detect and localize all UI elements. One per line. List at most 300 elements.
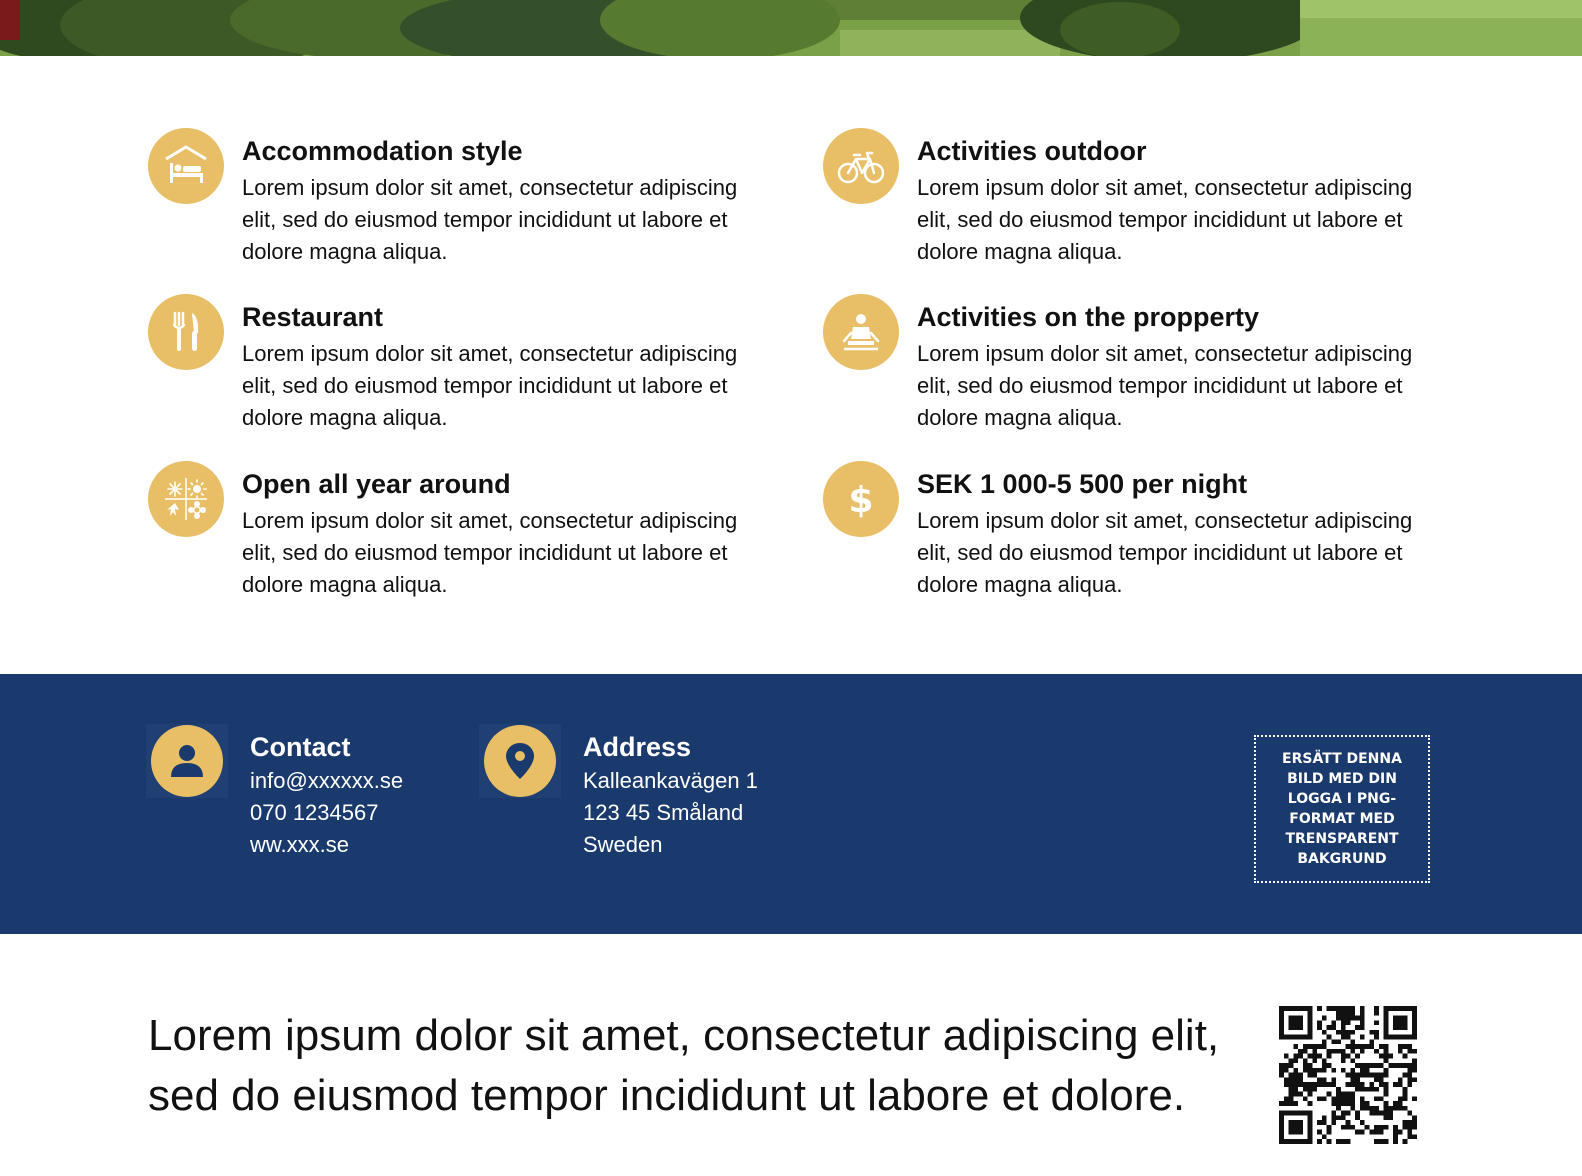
qr-module — [1289, 1058, 1294, 1063]
qr-module — [1293, 1101, 1298, 1106]
feature-title: Restaurant — [242, 302, 384, 332]
qr-module — [1308, 1092, 1313, 1097]
qr-module — [1293, 1073, 1298, 1078]
qr-module — [1350, 1039, 1355, 1044]
qr-module — [1327, 1125, 1332, 1130]
qr-module — [1407, 1077, 1412, 1082]
qr-module — [1293, 1120, 1298, 1125]
seasons-icon — [148, 461, 224, 537]
qr-module — [1374, 1077, 1379, 1082]
qr-module — [1298, 1025, 1303, 1030]
contact-web[interactable]: ww.xxx.se — [250, 832, 350, 857]
qr-module — [1384, 1101, 1389, 1106]
qr-module — [1369, 1063, 1374, 1068]
qr-module — [1327, 1035, 1332, 1040]
qr-module — [1360, 1096, 1365, 1101]
qr-module — [1312, 1068, 1317, 1073]
feature-body: Lorem ipsum dolor sit amet, consectetur adipiscing elit, sed do eiusmod tempor incididunt ut labore et dolore magna aliqua. — [242, 341, 738, 430]
qr-module — [1303, 1006, 1308, 1011]
qr-module — [1312, 1049, 1317, 1054]
qr-module — [1369, 1082, 1374, 1087]
qr-module — [1308, 1011, 1313, 1016]
feature-title: Activities outdoor — [917, 136, 1147, 166]
qr-module — [1293, 1016, 1298, 1021]
qr-module — [1365, 1101, 1370, 1106]
qr-module — [1346, 1054, 1351, 1059]
qr-module — [1346, 1030, 1351, 1035]
qr-module — [1379, 1130, 1384, 1135]
qr-module — [1384, 1125, 1389, 1130]
qr-module — [1346, 1016, 1351, 1021]
qr-module — [1384, 1073, 1389, 1078]
qr-module — [1412, 1115, 1417, 1120]
qr-module — [1317, 1068, 1322, 1073]
qr-module — [1336, 1115, 1341, 1120]
qr-module — [1346, 1006, 1351, 1011]
qr-module — [1355, 1063, 1360, 1068]
qr-module — [1322, 1068, 1327, 1073]
qr-module — [1298, 1077, 1303, 1082]
qr-module — [1398, 1077, 1403, 1082]
qr-module — [1393, 1082, 1398, 1087]
bicycle-icon — [823, 128, 899, 204]
contact-title: Contact — [250, 732, 351, 762]
qr-module — [1360, 1087, 1365, 1092]
qr-module — [1355, 1111, 1360, 1116]
qr-module — [1322, 1030, 1327, 1035]
qr-module — [1369, 1030, 1374, 1035]
qr-module — [1393, 1130, 1398, 1135]
qr-module — [1403, 1054, 1408, 1059]
logo-placeholder — [1254, 735, 1430, 883]
qr-module — [1388, 1063, 1393, 1068]
qr-module — [1317, 1077, 1322, 1082]
qr-module — [1308, 1035, 1313, 1040]
qr-module — [1403, 1096, 1408, 1101]
qr-module — [1398, 1130, 1403, 1135]
qr-module — [1289, 1025, 1294, 1030]
qr-module — [1355, 1130, 1360, 1135]
address-icon-box — [479, 724, 561, 798]
qr-module — [1279, 1020, 1284, 1025]
qr-module — [1308, 1016, 1313, 1021]
qr-module — [1384, 1058, 1389, 1063]
qr-module — [1403, 1073, 1408, 1078]
qr-module — [1298, 1073, 1303, 1078]
qr-module — [1341, 1111, 1346, 1116]
qr-module — [1331, 1096, 1336, 1101]
qr-module — [1393, 1035, 1398, 1040]
qr-module — [1279, 1068, 1284, 1073]
qr-module — [1293, 1082, 1298, 1087]
qr-module — [1360, 1016, 1365, 1021]
qr-module — [1279, 1011, 1284, 1016]
qr-module — [1365, 1063, 1370, 1068]
qr-module — [1303, 1058, 1308, 1063]
qr-module — [1346, 1082, 1351, 1087]
qr-module — [1393, 1101, 1398, 1106]
feature-body: Lorem ipsum dolor sit amet, consectetur adipiscing elit, sed do eiusmod tempor incididunt ut labore et dolore magna aliqua. — [242, 175, 738, 264]
qr-module — [1350, 1068, 1355, 1073]
qr-module — [1308, 1130, 1313, 1135]
qr-module — [1407, 1111, 1412, 1116]
qr-module — [1369, 1106, 1374, 1111]
qr-module — [1308, 1020, 1313, 1025]
qr-module — [1284, 1082, 1289, 1087]
qr-module — [1369, 1087, 1374, 1092]
qr-module — [1317, 1020, 1322, 1025]
feature-title: Accommodation style — [242, 136, 523, 166]
qr-module — [1341, 1016, 1346, 1021]
qr-module — [1293, 1020, 1298, 1025]
qr-module — [1279, 1115, 1284, 1120]
qr-module — [1384, 1139, 1389, 1144]
qr-module — [1341, 1101, 1346, 1106]
logo-placeholder-text: ERSÄTT DENNA BILD MED DIN LOGGA I PNG-FORMAT MED TRENSPARENT BAKGRUND — [1282, 751, 1402, 867]
dollar-icon — [823, 461, 899, 537]
qr-module — [1312, 1073, 1317, 1078]
qr-module — [1384, 1111, 1389, 1116]
qr-module — [1284, 1077, 1289, 1082]
qr-module — [1308, 1044, 1313, 1049]
qr-module — [1293, 1139, 1298, 1144]
qr-module — [1312, 1082, 1317, 1087]
qr-module — [1407, 1049, 1412, 1054]
qr-module — [1398, 1106, 1403, 1111]
qr-module — [1293, 1044, 1298, 1049]
qr-module — [1384, 1115, 1389, 1120]
qr-module — [1341, 1058, 1346, 1063]
qr-module — [1384, 1006, 1389, 1011]
qr-module — [1341, 1125, 1346, 1130]
qr-module — [1412, 1125, 1417, 1130]
qr-module — [1303, 1082, 1308, 1087]
qr-module — [1312, 1044, 1317, 1049]
qr-module — [1407, 1063, 1412, 1068]
qr-module — [1346, 1011, 1351, 1016]
qr-module — [1279, 1025, 1284, 1030]
qr-module — [1365, 1125, 1370, 1130]
qr-module — [1379, 1044, 1384, 1049]
hero-garden-photo — [0, 0, 1582, 56]
qr-module — [1331, 1025, 1336, 1030]
qr-module — [1369, 1044, 1374, 1049]
qr-module — [1379, 1111, 1384, 1116]
qr-module — [1398, 1006, 1403, 1011]
qr-module — [1374, 1063, 1379, 1068]
qr-module — [1322, 1096, 1327, 1101]
qr-module — [1350, 1011, 1355, 1016]
qr-module — [1403, 1106, 1408, 1111]
qr-module — [1374, 1011, 1379, 1016]
qr-module — [1322, 1120, 1327, 1125]
qr-module — [1412, 1030, 1417, 1035]
qr-module — [1407, 1125, 1412, 1130]
qr-module — [1379, 1054, 1384, 1059]
qr-module — [1303, 1035, 1308, 1040]
qr-module — [1384, 1054, 1389, 1059]
qr-module — [1331, 1101, 1336, 1106]
feature-body: Lorem ipsum dolor sit amet, consectetur adipiscing elit, sed do eiusmod tempor incididunt ut labore et dolore magna aliqua. — [242, 508, 738, 597]
qr-module — [1341, 1011, 1346, 1016]
qr-module — [1407, 1120, 1412, 1125]
qr-module — [1407, 1006, 1412, 1011]
qr-module — [1331, 1082, 1336, 1087]
bed-house-icon — [148, 128, 224, 204]
qr-module — [1365, 1068, 1370, 1073]
qr-module — [1393, 1125, 1398, 1130]
qr-module — [1308, 1025, 1313, 1030]
qr-module — [1317, 1096, 1322, 1101]
qr-module — [1403, 1016, 1408, 1021]
qr-module — [1327, 1063, 1332, 1068]
qr-module — [1289, 1125, 1294, 1130]
qr-module — [1412, 1063, 1417, 1068]
qr-module — [1384, 1035, 1389, 1040]
qr-module — [1355, 1082, 1360, 1087]
qr-module — [1303, 1087, 1308, 1092]
qr-module — [1388, 1035, 1393, 1040]
feature-title: Activities on the propperty — [917, 302, 1260, 332]
qr-module — [1369, 1111, 1374, 1116]
qr-module — [1279, 1030, 1284, 1035]
feature-activities-property — [823, 294, 1443, 444]
qr-module — [1279, 1073, 1284, 1078]
feature-open-all-year — [148, 461, 768, 611]
meditation-icon — [823, 294, 899, 370]
qr-module — [1279, 1139, 1284, 1144]
qr-module — [1341, 1020, 1346, 1025]
qr-module — [1293, 1058, 1298, 1063]
qr-module — [1289, 1016, 1294, 1021]
qr-module — [1350, 1044, 1355, 1049]
qr-module — [1346, 1120, 1351, 1125]
qr-module — [1317, 1044, 1322, 1049]
qr-module — [1384, 1049, 1389, 1054]
qr-module — [1341, 1054, 1346, 1059]
qr-module — [1303, 1139, 1308, 1144]
qr-module — [1407, 1134, 1412, 1139]
qr-module — [1331, 1115, 1336, 1120]
qr-module — [1369, 1039, 1374, 1044]
qr-module — [1336, 1139, 1341, 1144]
qr-module — [1360, 1101, 1365, 1106]
qr-module — [1388, 1006, 1393, 1011]
qr-module — [1360, 1130, 1365, 1135]
qr-module — [1308, 1111, 1313, 1116]
qr-module — [1379, 1063, 1384, 1068]
qr-module — [1374, 1106, 1379, 1111]
qr-module — [1346, 1139, 1351, 1144]
qr-module — [1341, 1035, 1346, 1040]
qr-module — [1298, 1054, 1303, 1059]
qr-module — [1350, 1073, 1355, 1078]
qr-module — [1384, 1011, 1389, 1016]
qr-module — [1403, 1006, 1408, 1011]
qr-module — [1412, 1016, 1417, 1021]
qr-module — [1308, 1006, 1313, 1011]
qr-module — [1379, 1125, 1384, 1130]
qr-module — [1289, 1130, 1294, 1135]
qr-module — [1412, 1011, 1417, 1016]
contact-email[interactable]: info@xxxxxx.se — [250, 768, 404, 793]
qr-module — [1293, 1125, 1298, 1130]
qr-module — [1393, 1139, 1398, 1144]
qr-module — [1284, 1035, 1289, 1040]
qr-module — [1293, 1092, 1298, 1097]
qr-module — [1303, 1111, 1308, 1116]
qr-module — [1398, 1096, 1403, 1101]
qr-module — [1293, 1087, 1298, 1092]
qr-module — [1336, 1011, 1341, 1016]
address-country: Sweden — [583, 832, 663, 857]
map-pin-icon — [484, 725, 556, 797]
feature-activities-outdoor — [823, 128, 1443, 278]
qr-module — [1407, 1130, 1412, 1135]
qr-module — [1365, 1087, 1370, 1092]
qr-module — [1289, 1120, 1294, 1125]
address-street: Kalleankavägen 1 — [583, 768, 758, 793]
qr-module — [1341, 1006, 1346, 1011]
qr-module — [1360, 1035, 1365, 1040]
qr-module — [1398, 1082, 1403, 1087]
qr-module — [1289, 1139, 1294, 1144]
qr-module — [1293, 1077, 1298, 1082]
qr-module — [1384, 1068, 1389, 1073]
qr-module — [1350, 1016, 1355, 1021]
qr-module — [1322, 1077, 1327, 1082]
qr-module — [1322, 1115, 1327, 1120]
features-grid — [148, 128, 1438, 608]
qr-module — [1412, 1077, 1417, 1082]
qr-module — [1407, 1035, 1412, 1040]
qr-module — [1308, 1073, 1313, 1078]
qr-module — [1341, 1139, 1346, 1144]
qr-module — [1403, 1063, 1408, 1068]
qr-module — [1293, 1006, 1298, 1011]
qr-module — [1360, 1120, 1365, 1125]
qr-module — [1327, 1092, 1332, 1097]
qr-module — [1289, 1020, 1294, 1025]
qr-module — [1355, 1115, 1360, 1120]
qr-module — [1374, 1049, 1379, 1054]
qr-module — [1327, 1130, 1332, 1135]
qr-module — [1369, 1073, 1374, 1078]
qr-module — [1360, 1020, 1365, 1025]
contact-phone[interactable]: 070 1234567 — [250, 800, 379, 825]
qr-module — [1327, 1139, 1332, 1144]
qr-module — [1289, 1092, 1294, 1097]
qr-module — [1360, 1049, 1365, 1054]
qr-module — [1279, 1125, 1284, 1130]
qr-module — [1346, 1020, 1351, 1025]
qr-module — [1393, 1106, 1398, 1111]
qr-module — [1374, 1139, 1379, 1144]
qr-module — [1350, 1092, 1355, 1097]
qr-module — [1412, 1120, 1417, 1125]
qr-module — [1355, 1044, 1360, 1049]
qr-module — [1374, 1035, 1379, 1040]
qr-module — [1284, 1068, 1289, 1073]
qr-module — [1393, 1063, 1398, 1068]
qr-module — [1284, 1101, 1289, 1106]
qr-module — [1336, 1087, 1341, 1092]
qr-module — [1279, 1016, 1284, 1021]
qr-module — [1298, 1020, 1303, 1025]
qr-module — [1350, 1058, 1355, 1063]
qr-module — [1398, 1020, 1403, 1025]
qr-module — [1346, 1035, 1351, 1040]
feature-price — [823, 461, 1443, 611]
qr-module — [1331, 1049, 1336, 1054]
qr-module — [1350, 1096, 1355, 1101]
qr-module — [1279, 1130, 1284, 1135]
qr-module — [1393, 1020, 1398, 1025]
qr-module — [1393, 1134, 1398, 1139]
qr-module — [1279, 1063, 1284, 1068]
qr-module — [1350, 1082, 1355, 1087]
qr-module — [1327, 1006, 1332, 1011]
qr-module — [1331, 1020, 1336, 1025]
svg-text:$: $ — [848, 480, 874, 521]
qr-module — [1355, 1054, 1360, 1059]
qr-module — [1298, 1111, 1303, 1116]
qr-module — [1327, 1049, 1332, 1054]
qr-module — [1284, 1111, 1289, 1116]
qr-module — [1303, 1096, 1308, 1101]
qr-module — [1384, 1044, 1389, 1049]
qr-module — [1379, 1139, 1384, 1144]
qr-module — [1360, 1068, 1365, 1073]
qr-module — [1346, 1111, 1351, 1116]
qr-module — [1336, 1049, 1341, 1054]
qr-module — [1379, 1096, 1384, 1101]
qr-module — [1322, 1058, 1327, 1063]
feature-body: Lorem ipsum dolor sit amet, consectetur adipiscing elit, sed do eiusmod tempor incididunt ut labore et dolore magna aliqua. — [917, 508, 1413, 597]
qr-module — [1374, 1030, 1379, 1035]
qr-module — [1355, 1025, 1360, 1030]
qr-module — [1355, 1073, 1360, 1078]
qr-module — [1388, 1054, 1393, 1059]
qr-module — [1308, 1082, 1313, 1087]
qr-module — [1341, 1115, 1346, 1120]
qr-module — [1374, 1130, 1379, 1135]
qr-module — [1393, 1016, 1398, 1021]
qr-module — [1412, 1020, 1417, 1025]
qr-module — [1308, 1139, 1313, 1144]
qr-module — [1384, 1082, 1389, 1087]
qr-module — [1412, 1068, 1417, 1073]
qr-module — [1317, 1054, 1322, 1059]
qr-module — [1374, 1006, 1379, 1011]
qr-module — [1331, 1120, 1336, 1125]
qr-module — [1398, 1049, 1403, 1054]
qr-module — [1365, 1073, 1370, 1078]
qr-module — [1379, 1082, 1384, 1087]
qr-module — [1384, 1020, 1389, 1025]
qr-module — [1355, 1077, 1360, 1082]
qr-module — [1393, 1025, 1398, 1030]
qr-module — [1407, 1044, 1412, 1049]
qr-module — [1289, 1006, 1294, 1011]
qr-module — [1346, 1092, 1351, 1097]
qr-module — [1374, 1096, 1379, 1101]
qr-module — [1308, 1054, 1313, 1059]
qr-module — [1350, 1077, 1355, 1082]
qr-module — [1293, 1025, 1298, 1030]
qr-module — [1279, 1101, 1284, 1106]
qr-module — [1341, 1068, 1346, 1073]
